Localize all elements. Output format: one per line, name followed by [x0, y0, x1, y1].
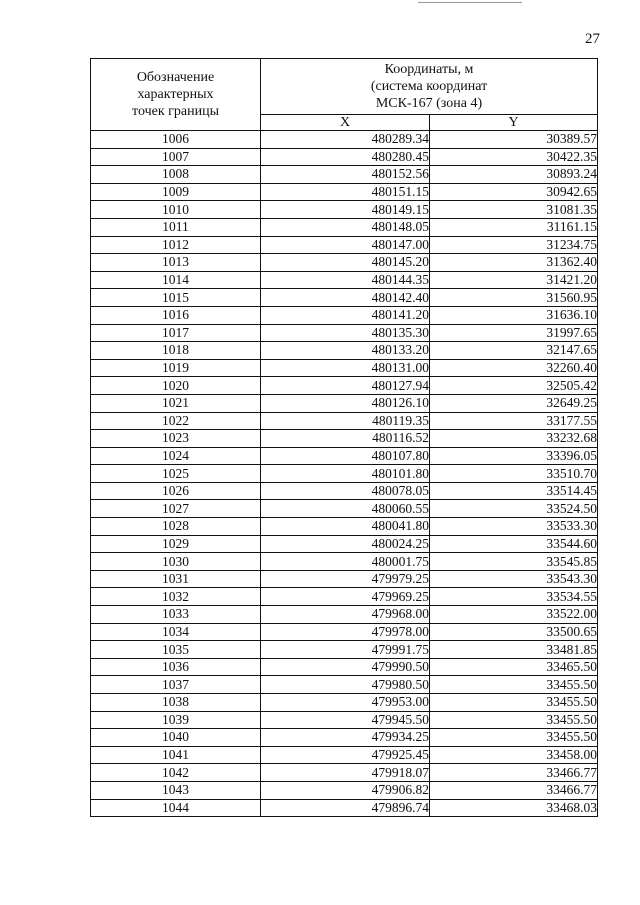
- x-coordinate-cell: 480147.00: [261, 236, 430, 254]
- table-row: [91, 254, 598, 272]
- point-cell: 1033: [91, 606, 261, 624]
- table-row: [91, 236, 598, 254]
- x-coordinate-cell: 479980.50: [261, 676, 430, 694]
- y-coordinate-cell: 31636.10: [430, 306, 598, 324]
- x-coordinate-cell: 480041.80: [261, 518, 430, 536]
- x-coordinate-cell: 480289.34: [261, 131, 430, 149]
- y-column-header: Y: [430, 115, 598, 131]
- point-cell: 1019: [91, 359, 261, 377]
- y-coordinate-cell: 33466.77: [430, 764, 598, 782]
- x-coordinate-cell: 480127.94: [261, 377, 430, 395]
- x-coordinate-cell: 479968.00: [261, 606, 430, 624]
- y-coordinate-cell: 33455.50: [430, 711, 598, 729]
- table-row: [91, 729, 598, 747]
- table-row: [91, 465, 598, 483]
- point-cell: 1025: [91, 465, 261, 483]
- x-coordinate-cell: 480144.35: [261, 271, 430, 289]
- table-row: [91, 377, 598, 395]
- y-coordinate-cell: 33396.05: [430, 447, 598, 465]
- y-coordinate-cell: 33455.50: [430, 676, 598, 694]
- coordinates-table: [90, 58, 598, 817]
- x-coordinate-cell: 480152.56: [261, 166, 430, 184]
- y-coordinate-cell: 33544.60: [430, 535, 598, 553]
- table-row: [91, 606, 598, 624]
- point-cell: 1012: [91, 236, 261, 254]
- y-coordinate-cell: 31081.35: [430, 201, 598, 219]
- point-cell: 1007: [91, 148, 261, 166]
- y-coordinate-cell: 31362.40: [430, 254, 598, 272]
- table-row: [91, 166, 598, 184]
- x-coordinate-cell: 480116.52: [261, 430, 430, 448]
- point-cell: 1016: [91, 306, 261, 324]
- table-row: [91, 746, 598, 764]
- x-coordinate-cell: 480119.35: [261, 412, 430, 430]
- table-body: [91, 131, 598, 817]
- table-row: [91, 711, 598, 729]
- y-coordinate-cell: 33545.85: [430, 553, 598, 571]
- y-coordinate-cell: 33466.77: [430, 781, 598, 799]
- table-row: [91, 271, 598, 289]
- x-coordinate-cell: 479906.82: [261, 781, 430, 799]
- x-coordinate-cell: 479918.07: [261, 764, 430, 782]
- point-cell: 1008: [91, 166, 261, 184]
- coordinates-column-header: Координаты, м (система координат МСК-167 (зона 4): [261, 59, 598, 115]
- point-cell: 1038: [91, 694, 261, 712]
- y-coordinate-cell: 33510.70: [430, 465, 598, 483]
- table-row: [91, 412, 598, 430]
- table-row: [91, 324, 598, 342]
- y-coordinate-cell: 33533.30: [430, 518, 598, 536]
- y-coordinate-cell: 33500.65: [430, 623, 598, 641]
- table-row: [91, 641, 598, 659]
- table-row: [91, 482, 598, 500]
- x-coordinate-cell: 480135.30: [261, 324, 430, 342]
- y-coordinate-cell: 33458.00: [430, 746, 598, 764]
- x-coordinate-cell: 480280.45: [261, 148, 430, 166]
- point-cell: 1027: [91, 500, 261, 518]
- y-coordinate-cell: 32505.42: [430, 377, 598, 395]
- scan-edge-mark: [418, 2, 522, 3]
- x-coordinate-cell: 480145.20: [261, 254, 430, 272]
- table-row: [91, 359, 598, 377]
- point-cell: 1042: [91, 764, 261, 782]
- point-cell: 1015: [91, 289, 261, 307]
- x-coordinate-cell: 480149.15: [261, 201, 430, 219]
- y-coordinate-cell: 33465.50: [430, 658, 598, 676]
- y-coordinate-cell: 32649.25: [430, 394, 598, 412]
- table-row: [91, 342, 598, 360]
- x-coordinate-cell: 480133.20: [261, 342, 430, 360]
- point-cell: 1030: [91, 553, 261, 571]
- point-cell: 1010: [91, 201, 261, 219]
- point-cell: 1031: [91, 570, 261, 588]
- x-coordinate-cell: 480101.80: [261, 465, 430, 483]
- y-coordinate-cell: 30422.35: [430, 148, 598, 166]
- y-coordinate-cell: 31560.95: [430, 289, 598, 307]
- x-coordinate-cell: 480126.10: [261, 394, 430, 412]
- x-coordinate-cell: 479978.00: [261, 623, 430, 641]
- point-cell: 1041: [91, 746, 261, 764]
- table-row: [91, 553, 598, 571]
- point-cell: 1040: [91, 729, 261, 747]
- table-row: [91, 623, 598, 641]
- point-cell: 1020: [91, 377, 261, 395]
- table-row: [91, 148, 598, 166]
- y-coordinate-cell: 30893.24: [430, 166, 598, 184]
- point-cell: 1017: [91, 324, 261, 342]
- table-row: [91, 781, 598, 799]
- point-cell: 1024: [91, 447, 261, 465]
- y-coordinate-cell: 31421.20: [430, 271, 598, 289]
- table-row: [91, 289, 598, 307]
- x-coordinate-cell: 480060.55: [261, 500, 430, 518]
- point-cell: 1036: [91, 658, 261, 676]
- y-coordinate-cell: 33455.50: [430, 694, 598, 712]
- y-coordinate-cell: 33481.85: [430, 641, 598, 659]
- x-coordinate-cell: 479979.25: [261, 570, 430, 588]
- y-coordinate-cell: 31997.65: [430, 324, 598, 342]
- table-row: [91, 131, 598, 149]
- x-column-header: X: [261, 115, 430, 131]
- point-cell: 1018: [91, 342, 261, 360]
- table-row: [91, 535, 598, 553]
- table-row: [91, 394, 598, 412]
- point-cell: 1028: [91, 518, 261, 536]
- x-coordinate-cell: 480001.75: [261, 553, 430, 571]
- table-header: [91, 59, 598, 131]
- table-row: [91, 799, 598, 817]
- x-coordinate-cell: 479896.74: [261, 799, 430, 817]
- x-coordinate-cell: 480024.25: [261, 535, 430, 553]
- table-header-row: [91, 59, 598, 115]
- table-row: [91, 447, 598, 465]
- x-coordinate-cell: 479953.00: [261, 694, 430, 712]
- table-row: [91, 676, 598, 694]
- y-coordinate-cell: 33524.50: [430, 500, 598, 518]
- table-row: [91, 764, 598, 782]
- y-coordinate-cell: 33468.03: [430, 799, 598, 817]
- table-row: [91, 588, 598, 606]
- y-coordinate-cell: 32147.65: [430, 342, 598, 360]
- y-coordinate-cell: 33514.45: [430, 482, 598, 500]
- x-coordinate-cell: 480131.00: [261, 359, 430, 377]
- table-row: [91, 218, 598, 236]
- y-coordinate-cell: 32260.40: [430, 359, 598, 377]
- point-cell: 1011: [91, 218, 261, 236]
- x-coordinate-cell: 480107.80: [261, 447, 430, 465]
- x-coordinate-cell: 479991.75: [261, 641, 430, 659]
- x-coordinate-cell: 480151.15: [261, 183, 430, 201]
- y-coordinate-cell: 31234.75: [430, 236, 598, 254]
- table-row: [91, 500, 598, 518]
- y-coordinate-cell: 33534.55: [430, 588, 598, 606]
- x-coordinate-cell: 480142.40: [261, 289, 430, 307]
- y-coordinate-cell: 30942.65: [430, 183, 598, 201]
- x-coordinate-cell: 479945.50: [261, 711, 430, 729]
- point-cell: 1032: [91, 588, 261, 606]
- x-coordinate-cell: 479969.25: [261, 588, 430, 606]
- point-cell: 1035: [91, 641, 261, 659]
- page-number: 27: [585, 31, 600, 47]
- point-cell: 1037: [91, 676, 261, 694]
- table-row: [91, 570, 598, 588]
- point-cell: 1013: [91, 254, 261, 272]
- y-coordinate-cell: 33543.30: [430, 570, 598, 588]
- table-row: [91, 658, 598, 676]
- point-cell: 1009: [91, 183, 261, 201]
- y-coordinate-cell: 31161.15: [430, 218, 598, 236]
- x-coordinate-cell: 479990.50: [261, 658, 430, 676]
- y-coordinate-cell: 33177.55: [430, 412, 598, 430]
- table-row: [91, 694, 598, 712]
- point-cell: 1029: [91, 535, 261, 553]
- point-column-header: Обозначение характерных точек границы: [91, 59, 261, 131]
- point-cell: 1006: [91, 131, 261, 149]
- point-cell: 1014: [91, 271, 261, 289]
- y-coordinate-cell: 33232.68: [430, 430, 598, 448]
- table-row: [91, 430, 598, 448]
- table-row: [91, 518, 598, 536]
- table-row: [91, 306, 598, 324]
- table-row: [91, 201, 598, 219]
- point-cell: 1026: [91, 482, 261, 500]
- point-cell: 1022: [91, 412, 261, 430]
- x-coordinate-cell: 480141.20: [261, 306, 430, 324]
- y-coordinate-cell: 33522.00: [430, 606, 598, 624]
- y-coordinate-cell: 30389.57: [430, 131, 598, 149]
- point-cell: 1043: [91, 781, 261, 799]
- point-cell: 1044: [91, 799, 261, 817]
- point-cell: 1039: [91, 711, 261, 729]
- x-coordinate-cell: 479934.25: [261, 729, 430, 747]
- point-cell: 1023: [91, 430, 261, 448]
- x-coordinate-cell: 479925.45: [261, 746, 430, 764]
- point-cell: 1034: [91, 623, 261, 641]
- y-coordinate-cell: 33455.50: [430, 729, 598, 747]
- x-coordinate-cell: 480078.05: [261, 482, 430, 500]
- x-coordinate-cell: 480148.05: [261, 218, 430, 236]
- table-row: [91, 183, 598, 201]
- point-cell: 1021: [91, 394, 261, 412]
